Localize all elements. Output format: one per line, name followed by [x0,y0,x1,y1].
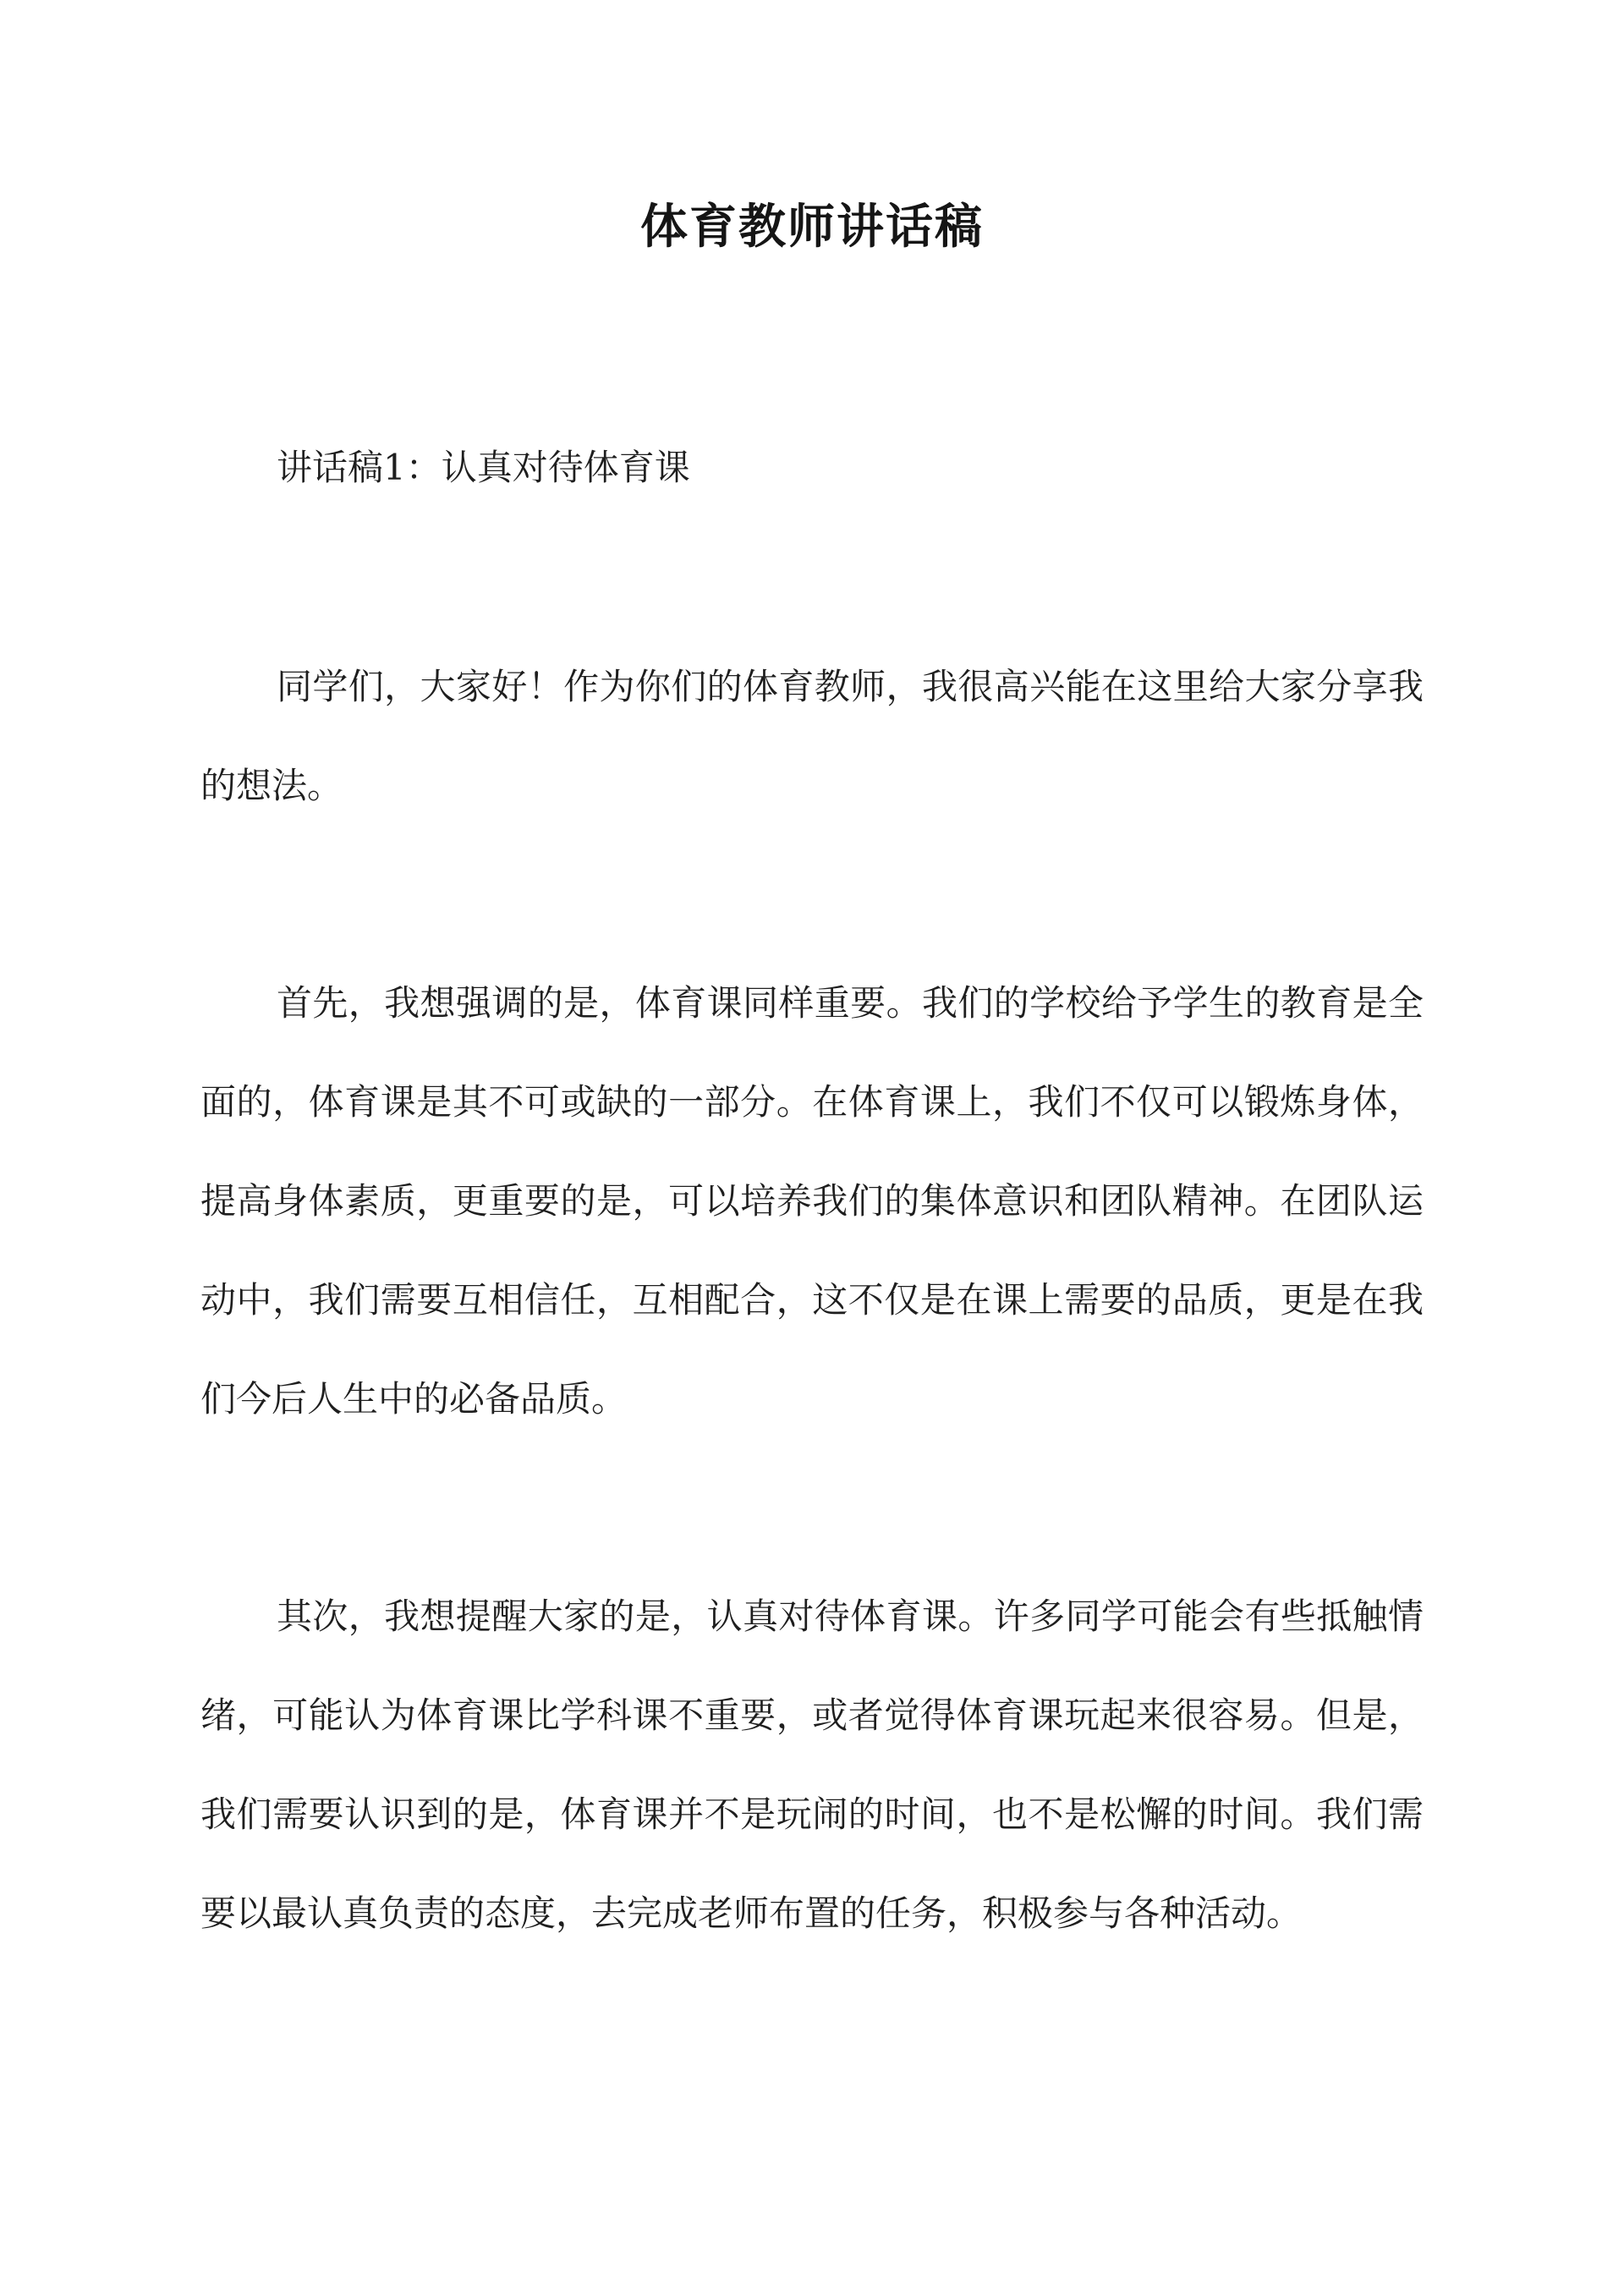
document-title: 体育教师讲话稿 [640,199,984,255]
speech-subtitle: 讲话稿1：认真对待体育课 [277,447,690,488]
paragraph-importance: 首先，我想强调的是，体育课同样重要。我们的学校给予学生的教育是全面的，体育课是其不可或缺的一部分。在体育课上，我们不仅可以锻炼身体，提高身体素质，更重要的是，可以培养我们的集体意识和团队精神。在团队运动中，我们需要互相信任，互相配合，这不仅是在课上需要的品质，更是在我们今后人生中的必备品质。 [200,982,1424,1420]
paragraph-attitude: 其次，我想提醒大家的是，认真对待体育课。许多同学可能会有些抵触情绪，可能认为体育课比学科课不重要，或者觉得体育课玩起来很容易。但是，我们需要认识到的是，体育课并不是玩闹的时间，也不是松懈的时间。我们需要以最认真负责的态度，去完成老师布置的任务，积极参与各种活动。 [200,1596,1424,1934]
paragraph-greeting: 同学们，大家好！作为你们的体育教师，我很高兴能在这里给大家分享我的想法。 [200,666,1424,806]
